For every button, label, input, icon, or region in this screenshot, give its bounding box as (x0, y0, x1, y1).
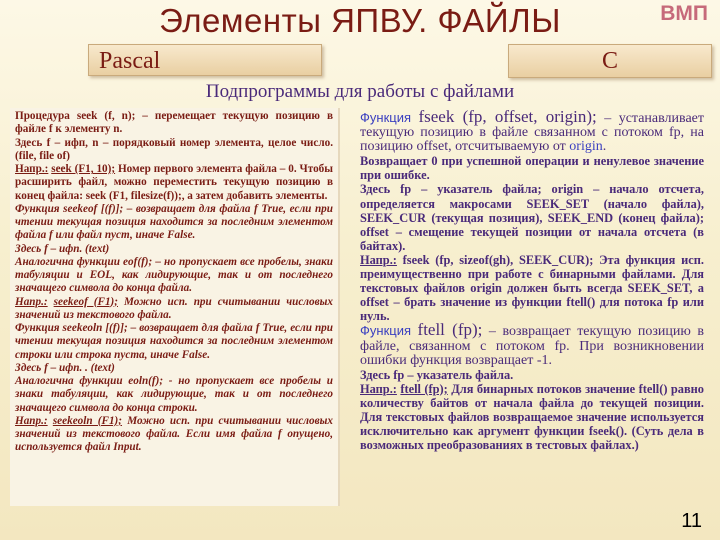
page-number: 11 (681, 510, 702, 532)
seekeof-example (15, 296, 333, 323)
fseek-params: Здесь fp – указатель файла; origin – начало отсчета, определяется макросами SEEK_SET (начало файла), SEEK_CUR (текущая позиция), SEEK_END (конец файла); offset – смещение текущей позиции от начала отсчета (в байтах). (360, 182, 704, 253)
seekeoln-example (15, 415, 333, 455)
ftell-description (360, 320, 704, 368)
seekeof-description: Функция seekeof [(f)]; – возвращает для файла f True, если при чтении текущая позиция находится за последним элементом файла f или файл пуст, иначе False. (15, 202, 333, 242)
seek-example-label: Напр.: (15, 163, 49, 175)
ftell-example-text: Для бинарных потоков значение ftell() равно количеству байтов от начала файла до текущей позиции. Для текстовых файлов возвращаемое значение используется исключительно как аргумент функции fseek(). (Суть дела в возможных преобразованиях в тестовых файлах.) (360, 381, 704, 453)
ftell-signature: ftell (fp); (417, 320, 483, 340)
seekeoln-note: Аналогична функции eoln(f); - но пропускает все пробелы и знаки табуляции, как лидирующие, так и от последнего значащего символа до конца строки. (15, 375, 333, 414)
seek-params: Здесь f – ифп, n – порядковый номер элемента, целое число. (file, file of) (15, 136, 333, 162)
seek-example-code: seek (F1, 10); (51, 163, 116, 175)
c-column (356, 108, 708, 506)
seekeoln-params: Здесь f – ифп. . (text) (15, 361, 115, 374)
subtitle: Подпрограммы для работы с файлами (205, 81, 515, 102)
seekeof-example-code: seekeof (F1); (53, 295, 118, 308)
seekeoln-example-label: Напр.: (15, 414, 48, 427)
pascal-column (10, 108, 340, 506)
seek-description: Процедура seek (f, n); – перемещает текущую позицию в файле f к элементу n. (15, 110, 333, 136)
seek-example-text: Номер первого элемента файла – 0. Чтобы расширить файл, можно переместить текущую позицию в конец файла: seek (F1, filesize(f));, а затем добавить элементы. (15, 163, 333, 202)
seekeoln-example-code: seekeoln (F1); (52, 414, 123, 427)
seek-example (15, 163, 333, 203)
fseek-text-end: . (602, 139, 607, 155)
seekeof-note: Аналогична функции eof(f); – но пропускает все пробелы, знаки табуляции и EOL, как лидирующие, так и от последнего значащего символа до конца файла. (15, 255, 333, 295)
fseek-example (360, 253, 704, 323)
pascal-language-box: Pascal (88, 44, 322, 76)
c-language-box: C (508, 44, 712, 78)
seekeof-example-text: Можно исп. при считывании числовых значений из текстового файла. (15, 295, 333, 321)
ftell-params: Здесь fp – указатель файла. (360, 367, 514, 382)
seekeoln-description: Функция seekeoln [(f)]; – возвращает для файла f True, если при чтении текущая позиция находится за последним элементом строки или строка пуста, иначе False. (15, 322, 333, 361)
fseek-description (360, 110, 704, 154)
seekeof-params: Здесь f – ифп. (text) (15, 242, 110, 255)
fseek-return: Возвращает 0 при успешной операции и ненулевое значение при ошибке. (360, 154, 704, 183)
ftell-text: – возвращает текущую позицию в файле, связанном с потоком fp. При возникновении ошибки функция возвращает -1. (360, 324, 704, 368)
slide-title: Элементы ЯПВУ. ФАЙЛЫ (159, 2, 561, 39)
fseek-origin: origin (569, 139, 603, 155)
seekeof-example-label: Напр.: (15, 295, 48, 308)
fseek-example-label: Напр.: (360, 252, 397, 267)
corner-tag: ВМП (660, 2, 708, 25)
ftell-function-word: Функция (360, 323, 411, 339)
fseek-signature: fseek (fp, offset, origin); (418, 108, 597, 126)
ftell-example-label: Напр.: (360, 381, 397, 396)
fseek-function-word: Функция (360, 110, 411, 125)
ftell-example-code: ftell (fp); (400, 381, 448, 396)
seekeoln-example-text: Можно исп. при считывании числовых значений из текстового файла. Если имя файла f опущено, используется файл Input. (15, 414, 333, 454)
fseek-text: – устанавливает текущую позицию в файле связанном с потоком fp, на позицию offset, отсчитываемую от (360, 111, 704, 155)
fseek-example-text: fseek (fp, sizeof(gh), SEEK_CUR); Эта функция исп. преимущественно при работе с бинарными файлами. Для текстовых файлов origin должен быть всегда SEEK_SET, а offset – брать значение из функции ftell() для потока fp или нуль. (360, 252, 704, 324)
ftell-example (360, 382, 704, 452)
